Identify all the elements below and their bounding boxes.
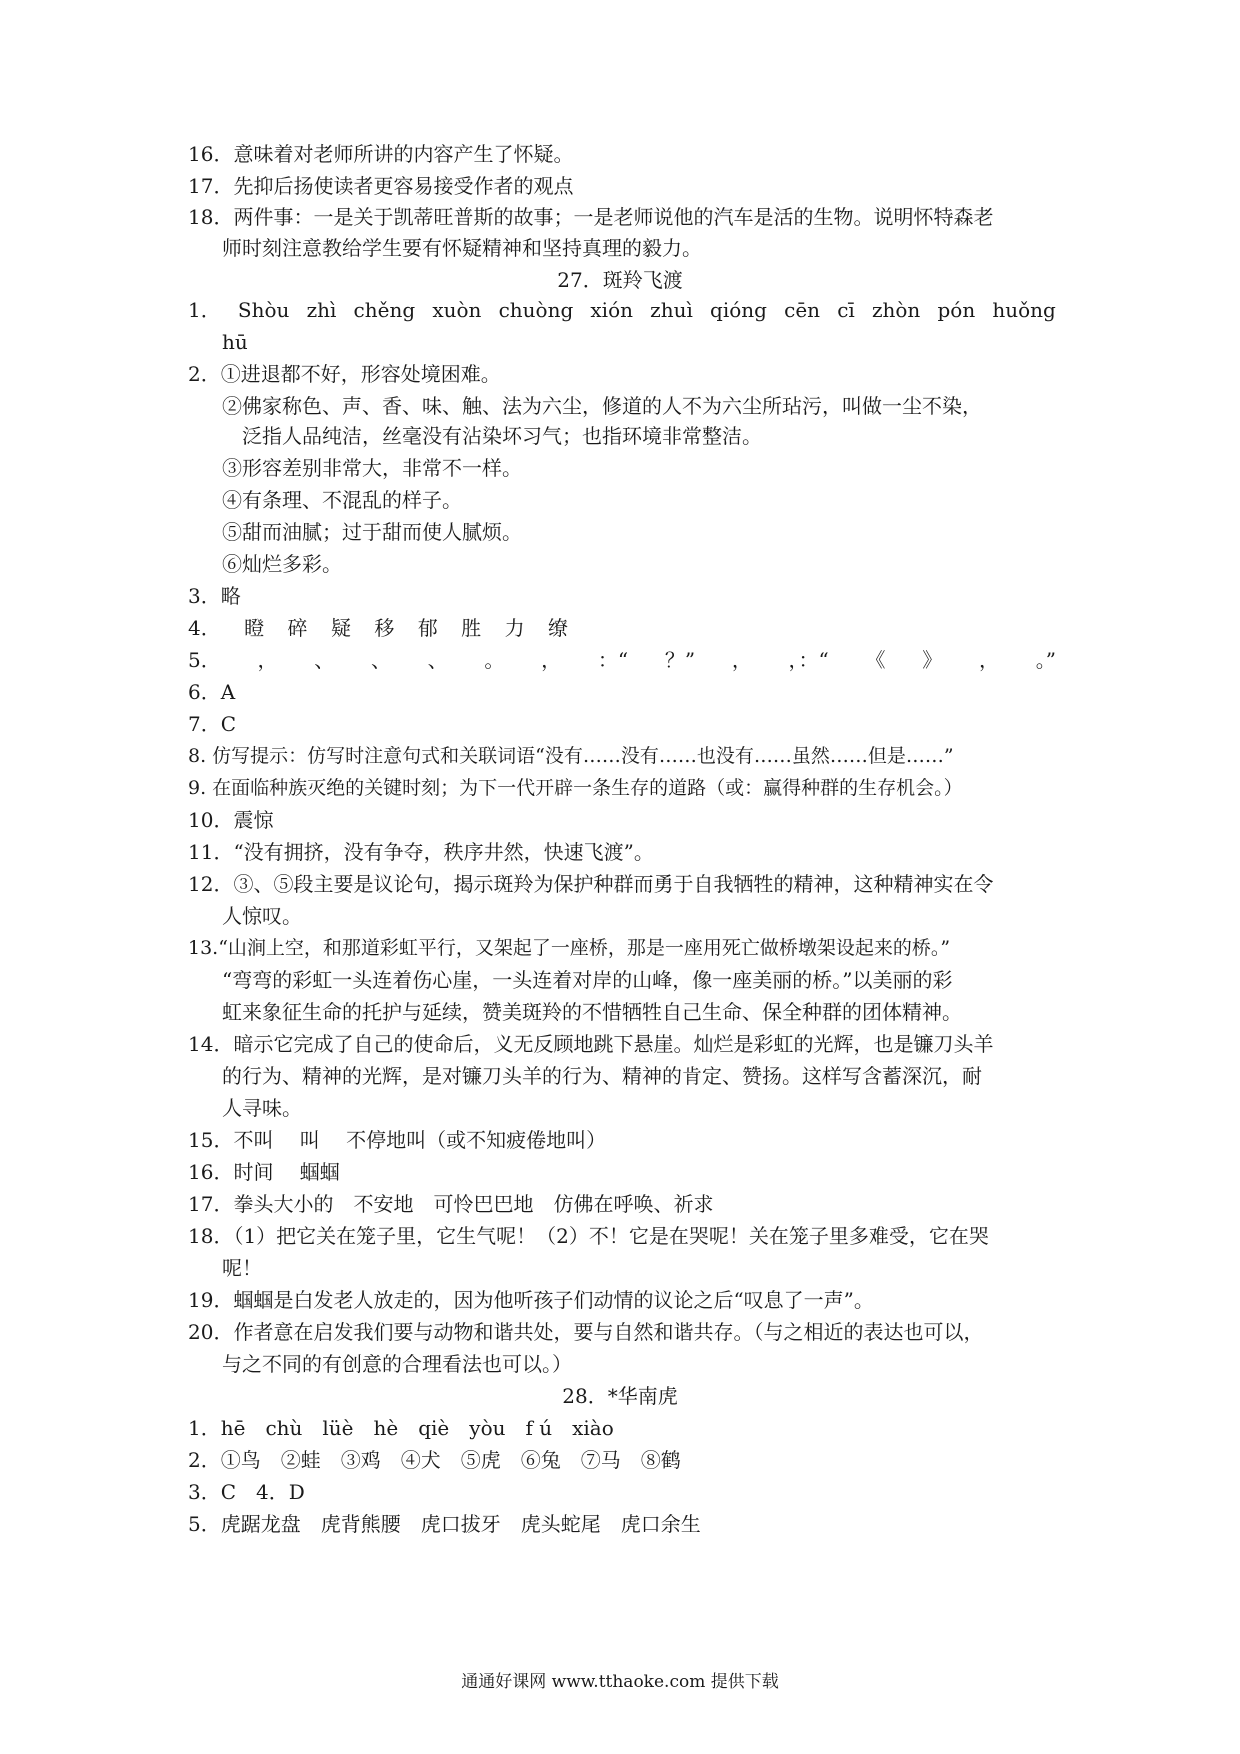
punctuation-mark: ， <box>257 648 278 672</box>
answer-1-continued: hū <box>222 330 248 354</box>
pinyin-word: zhuì <box>650 298 693 322</box>
answer-5 <box>188 644 1056 676</box>
answer-28-1: 1．hē chù lüè hè qiè yòu f ú xiào <box>188 1416 614 1440</box>
pinyin-word: qióng <box>710 298 767 322</box>
answer-16: 16．意味着对老师所讲的内容产生了怀疑。 <box>188 142 574 166</box>
answer-4-char: 胜 <box>461 616 482 640</box>
pinyin-word: xuòn <box>432 298 482 322</box>
section-heading-28: 28．*华南虎 <box>562 1384 678 1408</box>
section-heading-27: 27．斑羚飞渡 <box>557 268 683 292</box>
answer-11: 11．“没有拥挤，没有争夺，秩序井然，快速飞渡”。 <box>188 840 654 864</box>
answer-10: 10．震惊 <box>188 808 274 832</box>
punctuation-mark: ，：“ <box>788 648 829 672</box>
pinyin-word: pón <box>937 298 976 322</box>
answer-4-char: 疑 <box>330 616 351 640</box>
pinyin-word: zhòn <box>871 298 921 322</box>
punctuation-mark: ， <box>731 648 752 672</box>
answer-28-5: 5．虎踞龙盘 虎背熊腰 虎口拔牙 虎头蛇尾 虎口余生 <box>188 1512 701 1536</box>
answer-6: 6．A <box>188 680 236 704</box>
answer-14-continued-2: 人寻味。 <box>222 1096 302 1120</box>
answer-18-continued: 师时刻注意教给学生要有怀疑精神和坚持真理的毅力。 <box>222 236 702 260</box>
answer-2-item-2-continued: 泛指人品纯洁，丝毫没有沾染坏习气；也指环境非常整洁。 <box>242 424 762 448</box>
answer-13: 13.“山涧上空，和那道彩虹平行，又架起了一座桥，那是一座用死亡做桥墩架设起来的桥。” <box>188 937 951 959</box>
answer-16b: 16．时间 蝈蝈 <box>188 1160 340 1184</box>
answer-14: 14．暗示它完成了自己的使命后，义无反顾地跳下悬崖。灿烂是彩虹的光辉，也是镰刀头羊 <box>188 1032 994 1056</box>
answer-18b-continued: 呢！ <box>222 1256 262 1280</box>
punctuation-mark: 、 <box>427 648 448 672</box>
pinyin-word: xión <box>590 298 634 322</box>
answer-13-continued-1: “弯弯的彩虹一头连着伤心崖，一头连着对岸的山峰，像一座美丽的桥。”以美丽的彩 <box>222 968 953 992</box>
answer-2-item-6: ⑥灿烂多彩。 <box>222 552 342 576</box>
answer-5-number: 5． <box>188 648 221 672</box>
pinyin-word: cī <box>837 298 855 322</box>
punctuation-mark: ：“ <box>597 648 629 672</box>
answer-12: 12．③、⑤段主要是议论句，揭示斑羚为保护种群而勇于自我牺牲的精神，这种精神实在令 <box>188 872 994 896</box>
answer-18b: 18．（1）把它关在笼子里，它生气呢！（2）不！它是在哭呢！关在笼子里多难受，它在哭 <box>188 1224 989 1248</box>
answer-4-char: 缭 <box>547 616 568 640</box>
pinyin-word: cēn <box>784 298 821 322</box>
answer-17b: 17．拳头大小的 不安地 可怜巴巴地 仿佛在呼唤、祈求 <box>188 1192 714 1216</box>
punctuation-mark: 》 <box>922 648 943 672</box>
answer-28-2: 2．①鸟 ②蛙 ③鸡 ④犬 ⑤虎 ⑥兔 ⑦马 ⑧鹤 <box>188 1448 681 1472</box>
answer-1-number: 1． <box>188 298 221 322</box>
answer-13-continued-2: 虹来象征生命的托护与延续，赞美斑羚的不惜牺牲自己生命、保全种群的团体精神。 <box>222 1000 962 1024</box>
pinyin-word: zhì <box>306 298 337 322</box>
answer-9: 9. 在面临种族灭绝的关键时刻；为下一代开辟一条生存的道路（或：赢得种群的生存机会。） <box>188 777 963 799</box>
answer-2-item-4: ④有条理、不混乱的样子。 <box>222 488 462 512</box>
answer-1-pinyin <box>188 294 1056 326</box>
answer-12-continued: 人惊叹。 <box>222 904 302 928</box>
pinyin-word: huǒng <box>992 298 1056 322</box>
answer-2-item-5: ⑤甜而油腻；过于甜而使人腻烦。 <box>222 520 522 544</box>
answer-20-continued: 与之不同的有创意的合理看法也可以。） <box>222 1352 572 1376</box>
answer-15: 15．不叫 叫 不停地叫（或不知疲倦地叫） <box>188 1128 607 1152</box>
answer-17: 17．先抑后扬使读者更容易接受作者的观点 <box>188 174 574 198</box>
answer-20: 20．作者意在启发我们要与动物和谐共处，要与自然和谐共存。（与之相近的表达也可以， <box>188 1320 984 1344</box>
answer-4 <box>188 612 568 644</box>
answer-28-3-4: 3．C 4．D <box>188 1480 305 1504</box>
punctuation-mark: ， <box>541 648 562 672</box>
answer-19: 19．蝈蝈是白发老人放走的，因为他听孩子们动情的议论之后“叹息了一声”。 <box>188 1288 874 1312</box>
answer-14-continued-1: 的行为、精神的光辉，是对镰刀头羊的行为、精神的肯定、赞扬。这样写含蓄深沉，耐 <box>222 1064 982 1088</box>
answer-2-item-3: ③形容差别非常大，非常不一样。 <box>222 456 522 480</box>
punctuation-mark: 《 <box>865 648 886 672</box>
punctuation-mark: ？” <box>664 648 696 672</box>
answer-4-char: 郁 <box>417 616 438 640</box>
punctuation-mark: ， <box>978 648 999 672</box>
answer-3: 3．略 <box>188 584 241 608</box>
pinyin-word: Shòu <box>237 298 290 322</box>
answer-4-char: 移 <box>374 616 395 640</box>
punctuation-mark: 。” <box>1035 648 1056 672</box>
answer-2-item-2: ②佛家称色、声、香、味、触、法为六尘，修道的人不为六尘所玷污，叫做一尘不染， <box>222 394 982 418</box>
pinyin-word: chuòng <box>498 298 574 322</box>
answer-7: 7．C <box>188 712 237 736</box>
answer-18: 18．两件事：一是关于凯蒂旺普斯的故事；一是老师说他的汽车是活的生物。说明怀特森老 <box>188 205 994 229</box>
answer-2-item-1: 2．①进退都不好，形容处境困难。 <box>188 362 501 386</box>
punctuation-mark: 、 <box>370 648 391 672</box>
page-footer: 通通好课网 www.tthaoke.com 提供下载 <box>461 1672 779 1692</box>
punctuation-mark: 。 <box>484 648 505 672</box>
answer-4-char: 碎 <box>287 616 308 640</box>
answer-4-char: 力 <box>504 616 525 640</box>
punctuation-mark: 、 <box>314 648 335 672</box>
answer-8: 8. 仿写提示：仿写时注意句式和关联词语“没有……没有……也没有……虽然……但是……” <box>188 745 954 767</box>
answer-4-char: 瞪 <box>244 616 265 640</box>
pinyin-word: chěng <box>353 298 416 322</box>
answer-4-number: 4． <box>188 616 221 640</box>
